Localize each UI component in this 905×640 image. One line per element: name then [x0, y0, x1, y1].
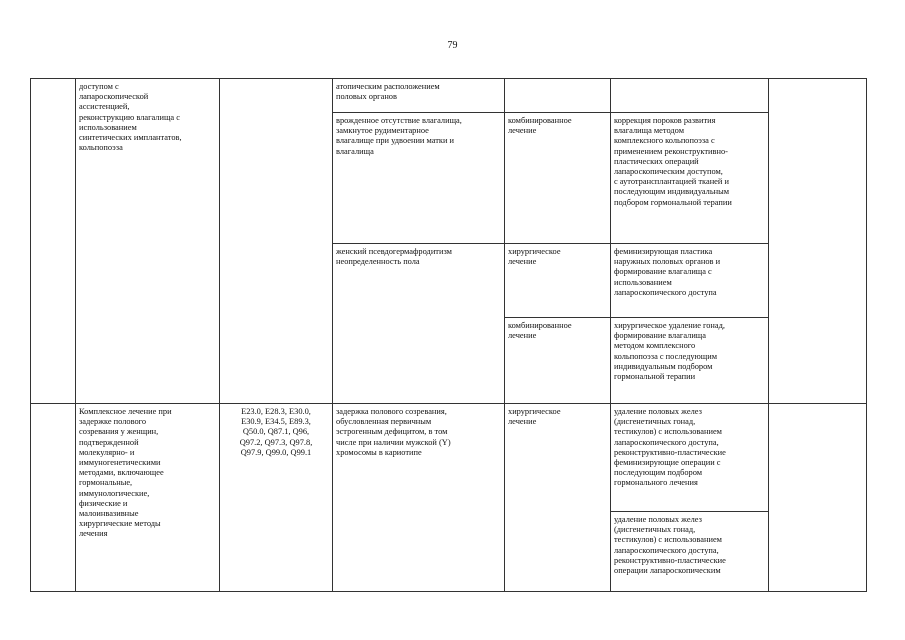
- treatment-method-cell: [611, 512, 769, 592]
- text-line: удаление половых желез: [614, 407, 702, 416]
- text-line: хирургические методы: [79, 519, 161, 529]
- text-line: гормонального лечения: [614, 478, 698, 488]
- treatment-method-cell: [611, 404, 769, 512]
- text-line: тестикулов) с использованием: [614, 427, 722, 437]
- text-line: врожденное отсутствие влагалища,: [336, 116, 462, 125]
- text-line: лечение: [508, 331, 537, 341]
- text-line: женский псевдогермафродитизм: [336, 247, 452, 256]
- text-line: хирургическое: [508, 247, 561, 256]
- treatment-type-cell: [505, 244, 611, 318]
- text-line: тестикулов) с использованием: [614, 535, 722, 545]
- text-line: гормональные,: [79, 478, 133, 488]
- text-line: хирургическое удаление гонад,: [614, 321, 725, 330]
- text-line: феминизирующая пластика: [614, 247, 713, 256]
- text-line: последующим индивидуальным: [614, 187, 730, 197]
- diagnosis-cell: [333, 244, 505, 404]
- text-line: с аутотрансплантацией тканей и: [614, 177, 729, 187]
- text-line: задержке полового: [79, 417, 147, 427]
- text-line: удаление половых желез: [614, 515, 702, 524]
- medical-care-table: [30, 78, 867, 592]
- text-line: малоинвазивные: [79, 509, 139, 519]
- text-line: индивидуальным подбором: [614, 361, 713, 371]
- icd-codes-cell: [220, 404, 333, 592]
- text-line: кольпопоэза с последующим: [614, 351, 718, 361]
- text-line: лапароскопической: [79, 92, 149, 102]
- text-line: влагалища методом: [614, 126, 684, 136]
- text-line: доступом с: [79, 82, 119, 91]
- empty-method-cell: [611, 79, 769, 113]
- text-line: влагалища: [336, 146, 374, 156]
- text-line: гормональной терапии: [614, 372, 696, 382]
- text-line: последующим подбором: [614, 468, 703, 478]
- text-line: кольпопоэза: [79, 143, 123, 153]
- treatment-type-cell: [505, 318, 611, 404]
- empty-last-col-cell: [769, 404, 867, 592]
- text-line: формирование влагалища с: [614, 267, 712, 277]
- text-line: (дисгенетичных гонад,: [614, 525, 696, 535]
- diagnosis-cell: [333, 79, 505, 113]
- text-line: (дисгенетичных гонад,: [614, 417, 696, 427]
- text-line: реконструктивно-пластические: [614, 447, 726, 457]
- text-line: хромосомы в кариотипе: [336, 447, 422, 457]
- text-line: подтвержденной: [79, 437, 139, 447]
- treatment-type-cell: [505, 113, 611, 244]
- text-line: лечение: [508, 417, 537, 427]
- text-line: E23.0, E28.3, E30.0,: [241, 407, 311, 416]
- text-line: молекулярно- и: [79, 447, 135, 457]
- text-line: E30.9, E34.5, E89.3,: [241, 417, 311, 427]
- treatment-type-cell: [505, 404, 611, 592]
- text-line: подбором гормональной терапии: [614, 197, 732, 207]
- text-line: реконструкцию влагалища с: [79, 112, 180, 122]
- text-line: задержка полового созревания,: [336, 407, 447, 416]
- text-line: лечение: [508, 126, 537, 136]
- text-line: лапароскопического доступа: [614, 287, 717, 297]
- text-line: пластических операций: [614, 156, 699, 166]
- text-line: Q97.2, Q97.3, Q97.8,: [239, 437, 313, 447]
- text-line: наружных половых органов и: [614, 257, 721, 267]
- text-line: Комплексное лечение при: [79, 407, 172, 416]
- text-line: физические и: [79, 498, 128, 508]
- empty-num-cell: [31, 404, 76, 592]
- diagnosis-cell: [333, 113, 505, 244]
- text-line: лапароскопического доступа,: [614, 545, 719, 555]
- text-line: Q50.0, Q87.1, Q96,: [242, 427, 310, 437]
- text-line: коррекция пороков развития: [614, 116, 716, 125]
- treatment-method-cell: [611, 113, 769, 244]
- text-line: половых органов: [336, 92, 397, 102]
- text-line: замкнутое рудиментарное: [336, 126, 429, 136]
- text-line: операции лапароскопическим: [614, 566, 721, 576]
- text-line: методами, включающее: [79, 468, 164, 478]
- text-line: реконструктивно-пластические: [614, 555, 726, 565]
- text-line: атопическим расположением: [336, 82, 440, 91]
- text-line: лечения: [79, 529, 108, 539]
- text-line: синтетических имплантатов,: [79, 133, 182, 143]
- text-line: иммунологические,: [79, 488, 150, 498]
- text-line: созревания у женщин,: [79, 427, 159, 437]
- text-line: комбинированное: [508, 116, 572, 125]
- text-line: эстрогенным дефицитом, в том: [336, 427, 448, 437]
- text-line: феминизирующие операции с: [614, 458, 721, 468]
- diagnosis-cell: [333, 404, 505, 592]
- text-line: методом комплексного: [614, 341, 696, 351]
- text-line: ассистенцией,: [79, 102, 130, 112]
- text-line: использованием: [79, 122, 137, 132]
- text-line: лапароскопическим доступом,: [614, 167, 723, 177]
- page-number: 79: [447, 40, 458, 51]
- text-line: формирование влагалища: [614, 331, 706, 341]
- text-line: обусловленная первичным: [336, 417, 432, 427]
- text-line: комплексного кольпопоэза с: [614, 136, 715, 146]
- text-line: хирургическое: [508, 407, 561, 416]
- text-line: использованием: [614, 277, 672, 287]
- empty-num-cell: [31, 79, 76, 404]
- method-name-continuation-cell: [76, 79, 220, 404]
- text-line: применением реконструктивно-: [614, 146, 728, 156]
- empty-last-col-cell: [769, 79, 867, 404]
- text-line: влагалище при удвоении матки и: [336, 136, 455, 146]
- empty-treatment-cell: [505, 79, 611, 113]
- treatment-method-cell: [611, 318, 769, 404]
- text-line: иммуногенетическими: [79, 458, 161, 468]
- text-line: числе при наличии мужской (Y): [336, 437, 451, 447]
- text-line: неопределенность пола: [336, 257, 420, 267]
- empty-codes-cell: [220, 79, 333, 404]
- treatment-method-cell: [611, 244, 769, 318]
- text-line: комбинированное: [508, 321, 572, 330]
- text-line: Q97.9, Q99.0, Q99.1: [240, 447, 312, 457]
- method-name-cell: [76, 404, 220, 592]
- text-line: лапароскопического доступа,: [614, 437, 719, 447]
- text-line: лечение: [508, 257, 537, 267]
